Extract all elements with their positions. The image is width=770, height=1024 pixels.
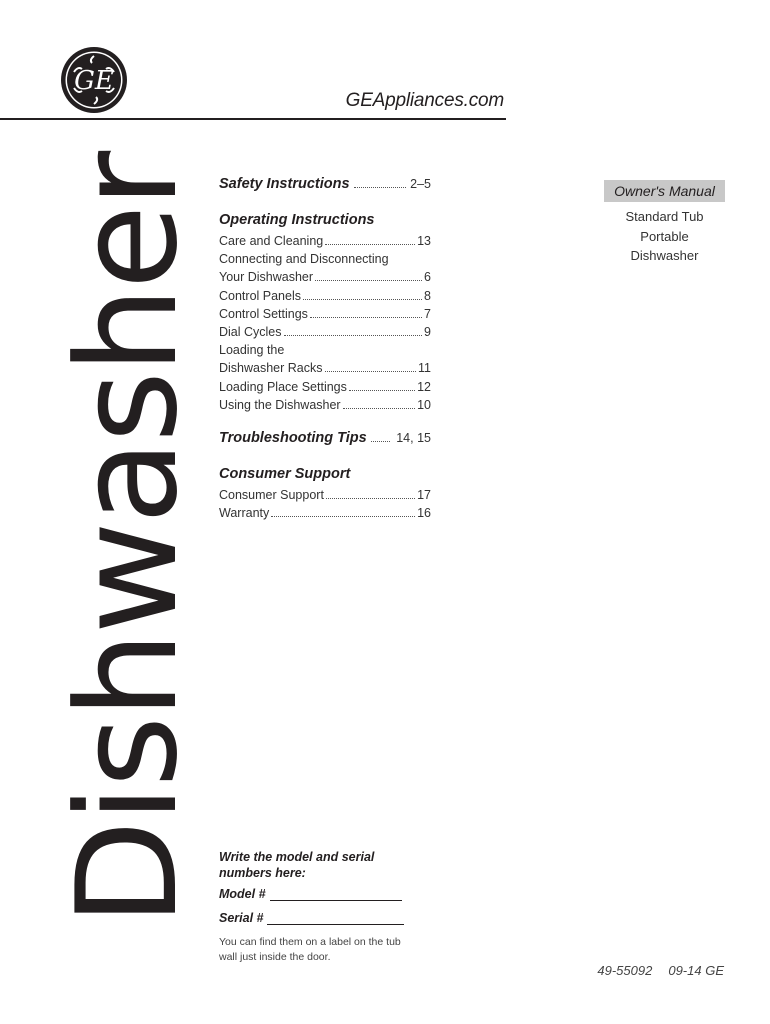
toc-item-label: Control Panels — [219, 288, 301, 303]
label-location-hint: You can find them on a label on the tub wall just inside the door. — [219, 936, 401, 963]
toc-item-page: 6 — [424, 270, 431, 285]
toc-item-label: Using the Dishwasher — [219, 397, 341, 412]
toc-page: 14, 15 — [396, 431, 431, 446]
leader-dots — [315, 280, 422, 281]
toc-item-page: 8 — [424, 288, 431, 303]
toc-item[interactable] — [219, 396, 431, 414]
toc-item[interactable] — [219, 323, 431, 341]
serial-label: Serial # — [219, 911, 264, 925]
toc-item[interactable] — [219, 341, 431, 377]
document-footer — [597, 963, 724, 978]
toc-item-label: Loading the — [219, 343, 285, 358]
website-url[interactable]: GEAppliances.com — [345, 90, 504, 111]
date-code: 09-14 GE — [668, 963, 724, 978]
record-instruction: Write the model and serial numbers here: — [219, 850, 375, 880]
toc-item[interactable] — [219, 486, 431, 504]
toc-section-consumer — [219, 462, 431, 522]
toc-item[interactable] — [219, 232, 431, 250]
leader-dots — [284, 335, 423, 336]
toc-item-label: Connecting and Disconnecting — [219, 252, 389, 267]
toc-section-safety — [219, 172, 431, 196]
table-of-contents — [219, 172, 431, 534]
toc-item-page: 10 — [417, 397, 431, 412]
toc-item[interactable] — [219, 504, 431, 522]
variant-line: Portable — [640, 228, 689, 244]
toc-section-operating — [219, 208, 431, 414]
leader-dots — [343, 408, 416, 409]
owners-manual-badge: Owner's Manual — [604, 180, 725, 202]
toc-item-label: Loading Place Settings — [219, 379, 347, 394]
toc-item-page: 16 — [417, 506, 431, 521]
variant-line: Dishwasher — [630, 248, 699, 263]
model-number-field[interactable] — [219, 887, 402, 901]
doc-number: 49-55092 — [597, 963, 653, 978]
model-label: Model # — [219, 887, 266, 901]
toc-item-page: 12 — [417, 379, 431, 394]
toc-item-page: 13 — [417, 234, 431, 248]
toc-item-label: Care and Cleaning — [219, 234, 324, 248]
toc-heading-consumer[interactable]: Consumer Support — [219, 466, 351, 483]
leader-dots — [271, 516, 415, 517]
toc-item-label: Dial Cycles — [219, 325, 282, 340]
toc-item-page: 7 — [424, 306, 431, 321]
toc-item-label: Consumer Support — [219, 488, 324, 503]
leader-dots — [371, 441, 391, 442]
toc-item-label: Control Settings — [219, 306, 308, 321]
serial-number-field[interactable] — [219, 911, 404, 925]
leader-dots — [303, 299, 422, 300]
toc-section-troubleshooting — [219, 426, 431, 450]
header-rule — [0, 118, 506, 120]
logo-text: GE — [74, 66, 114, 96]
toc-item-page: 9 — [424, 325, 431, 340]
toc-item-label-cont: Dishwasher Racks — [219, 361, 323, 376]
model-blank-line[interactable] — [270, 888, 402, 901]
toc-heading-safety[interactable]: Safety Instructions — [219, 176, 350, 192]
toc-item-page: 17 — [417, 488, 431, 503]
serial-blank-line[interactable] — [267, 912, 404, 925]
toc-item[interactable] — [219, 305, 431, 323]
leader-dots — [354, 187, 407, 188]
ge-logo — [60, 46, 128, 114]
leader-dots — [310, 317, 422, 318]
toc-page: 2–5 — [410, 177, 431, 191]
leader-dots — [325, 244, 415, 245]
toc-item-label: Warranty — [219, 506, 270, 521]
toc-item-label-cont: Your Dishwasher — [219, 270, 314, 285]
model-variants — [604, 207, 725, 266]
leader-dots — [326, 498, 415, 499]
toc-heading-operating[interactable]: Operating Instructions — [219, 212, 375, 228]
leader-dots — [349, 390, 415, 391]
product-title: Dishwasher — [47, 153, 208, 927]
toc-item[interactable] — [219, 250, 431, 286]
toc-item-page: 11 — [418, 361, 431, 376]
leader-dots — [325, 371, 417, 372]
toc-heading-troubleshooting[interactable]: Troubleshooting Tips — [219, 430, 367, 447]
toc-item[interactable] — [219, 378, 431, 396]
variant-line: Standard Tub — [625, 209, 704, 224]
toc-item[interactable] — [219, 287, 431, 305]
